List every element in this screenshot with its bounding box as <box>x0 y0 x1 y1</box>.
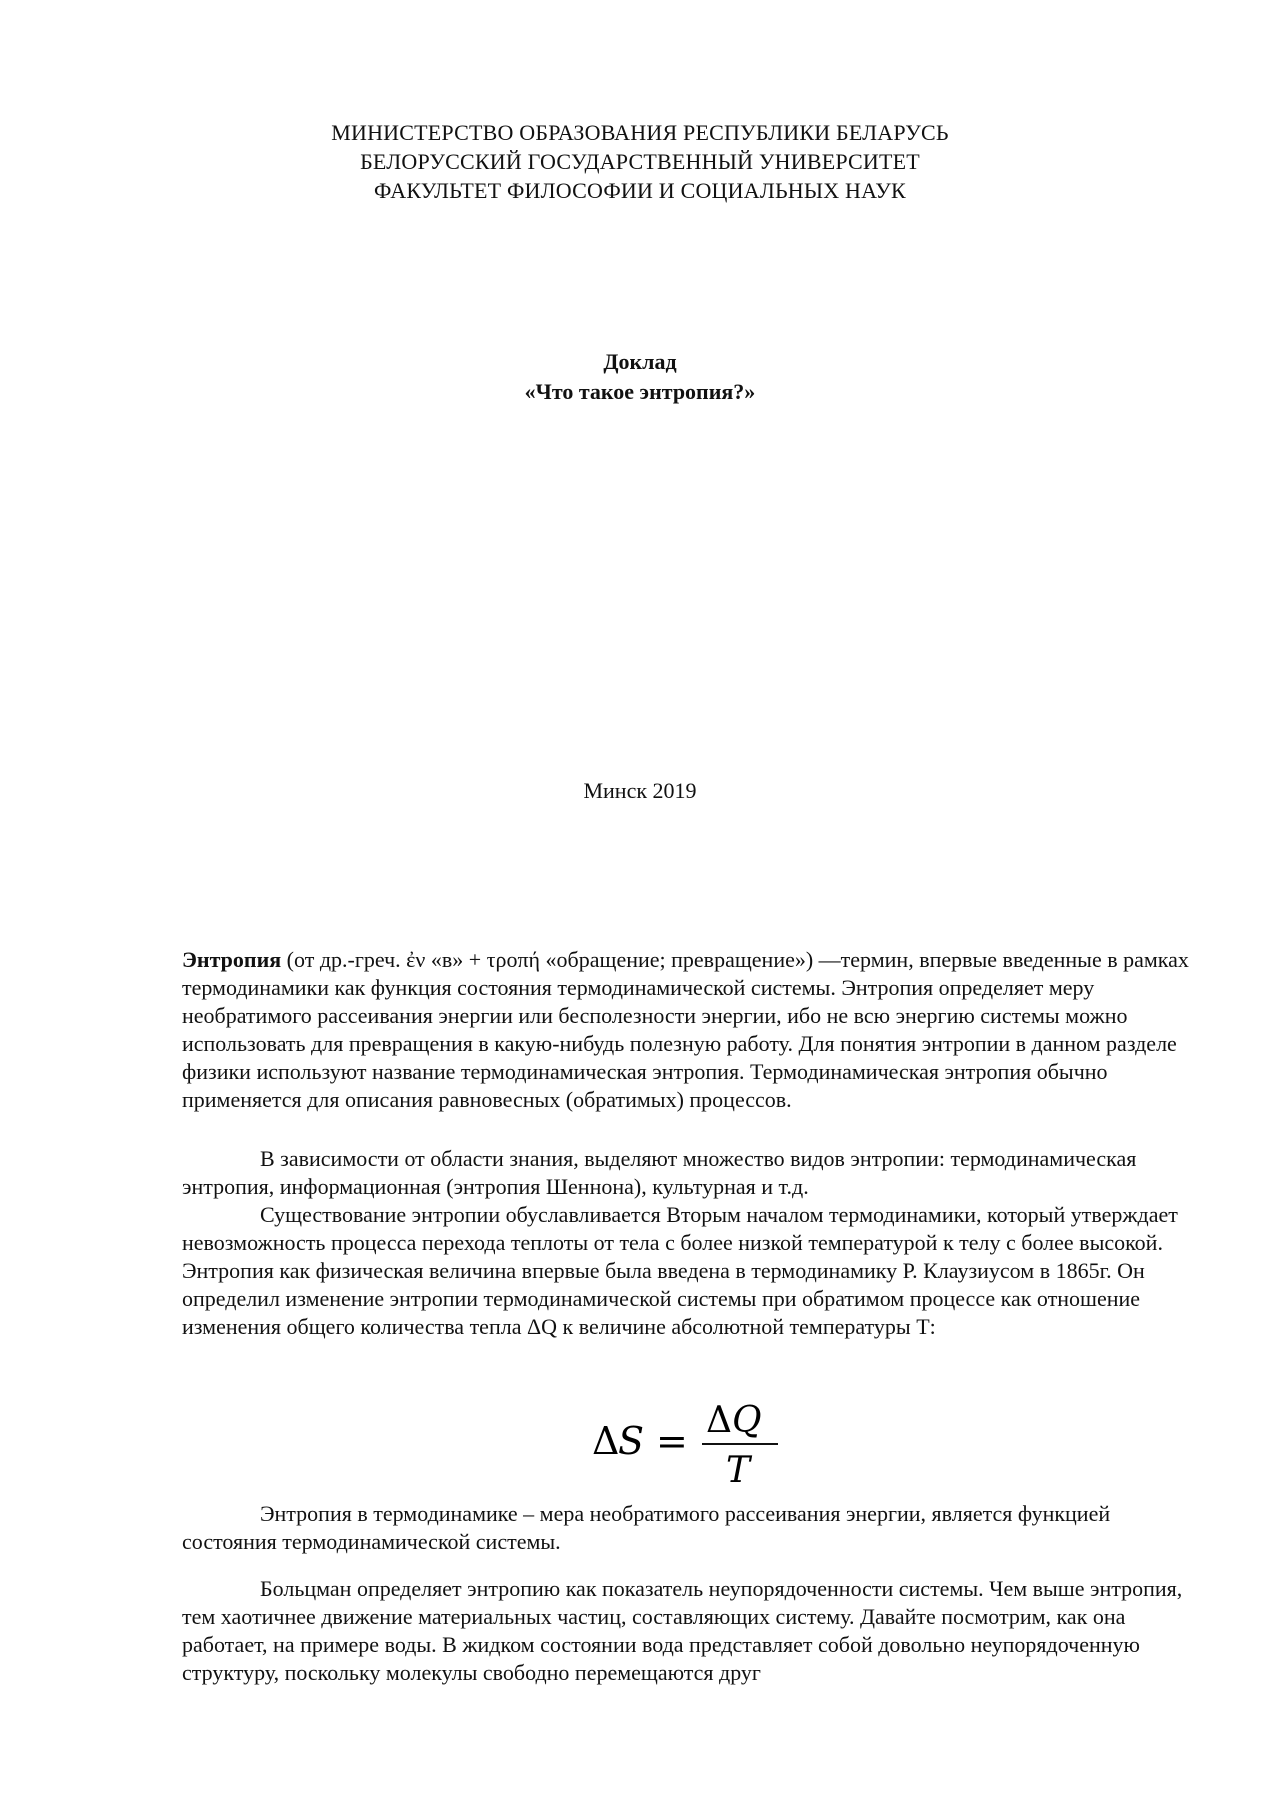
formula-lhs-delta: Δ <box>592 1419 620 1463</box>
report-name: «Что такое энтропия?» <box>524 379 756 404</box>
report-title <box>0 347 1280 407</box>
paragraph-thermo-measure <box>182 1500 1192 1556</box>
formula-denominator: T <box>726 1450 751 1490</box>
paragraph-measure: Энтропия в термодинамике – мера необратимого рассеивания энергии, является функцией состояния термодинамической системы. <box>182 1501 1111 1554</box>
paragraph-types: В зависимости от области знания, выделяют множество видов энтропии: термодинамическая энтропия, информационная (энтропия Шеннона), культурная и т.д. <box>182 1146 1137 1199</box>
header-line-university: БЕЛОРУССКИЙ ГОСУДАРСТВЕННЫЙ УНИВЕРСИТЕТ <box>360 149 920 174</box>
ministry-header <box>0 118 1280 205</box>
formula-equals: = <box>656 1419 688 1463</box>
formula-numerator-delta: Δ <box>706 1400 732 1441</box>
paragraph-boltzmann-block <box>182 1575 1192 1687</box>
paragraph-boltzmann: Больцман определяет энтропию как показатель неупорядоченности системы. Чем выше энтропия, тем хаотичнее движение материальных частиц, составляющих систему. Давайте посмотрим, как она работает, на примере воды. В жидком состоянии вода представляет собой довольно неупорядоченную структуру, поскольку молекулы свободно перемещаются друг <box>182 1576 1183 1685</box>
definition-text: (от др.-греч. ἐν «в» + τροπή «обращение; превращение») —термин, впервые введенные в рамках термодинамики как функция состояния термодинамической системы. Энтропия определяет меру необратимого рассеивания энергии или бесполезности энергии, ибо не всю энергию системы можно использовать для превращения в какую-нибудь полезную работу. Для понятия энтропии в данном разделе физики используют название термодинамическая энтропия. Термодинамическая энтропия обычно применяется для описания равновесных (обратимых) процессов. <box>182 947 1189 1112</box>
paragraph-second-law: Существование энтропии обуславливается Вторым началом термодинамики, который утверждает невозможность процесса перехода теплоты от тела с более низкой температурой к телу с более высокой. Энтропия как физическая величина впервые была введена в термодинамику Р. Клаузиусом в 1865г. Он определил изменение энтропии термодинамической системы при обратимом процессе как отношение изменения общего количества тепла ΔQ к величине абсолютной температуры Т: <box>182 1202 1178 1339</box>
term-entropy: Энтропия <box>182 947 282 972</box>
report-kind: Доклад <box>603 349 677 374</box>
header-line-faculty: ФАКУЛЬТЕТ ФИЛОСОФИИ И СОЦИАЛЬНЫХ НАУК <box>374 178 906 203</box>
city-year: Минск 2019 <box>583 778 697 803</box>
header-line-ministry: МИНИСТЕРСТВО ОБРАЗОВАНИЯ РЕСПУБЛИКИ БЕЛАРУСЬ <box>331 120 949 145</box>
formula-lhs-var: S <box>618 1419 645 1463</box>
paragraph-definition <box>182 946 1192 1114</box>
paragraph-group-types <box>182 1145 1192 1341</box>
formula-numerator-var: Q <box>732 1400 762 1441</box>
clausius-formula <box>590 1390 790 1490</box>
